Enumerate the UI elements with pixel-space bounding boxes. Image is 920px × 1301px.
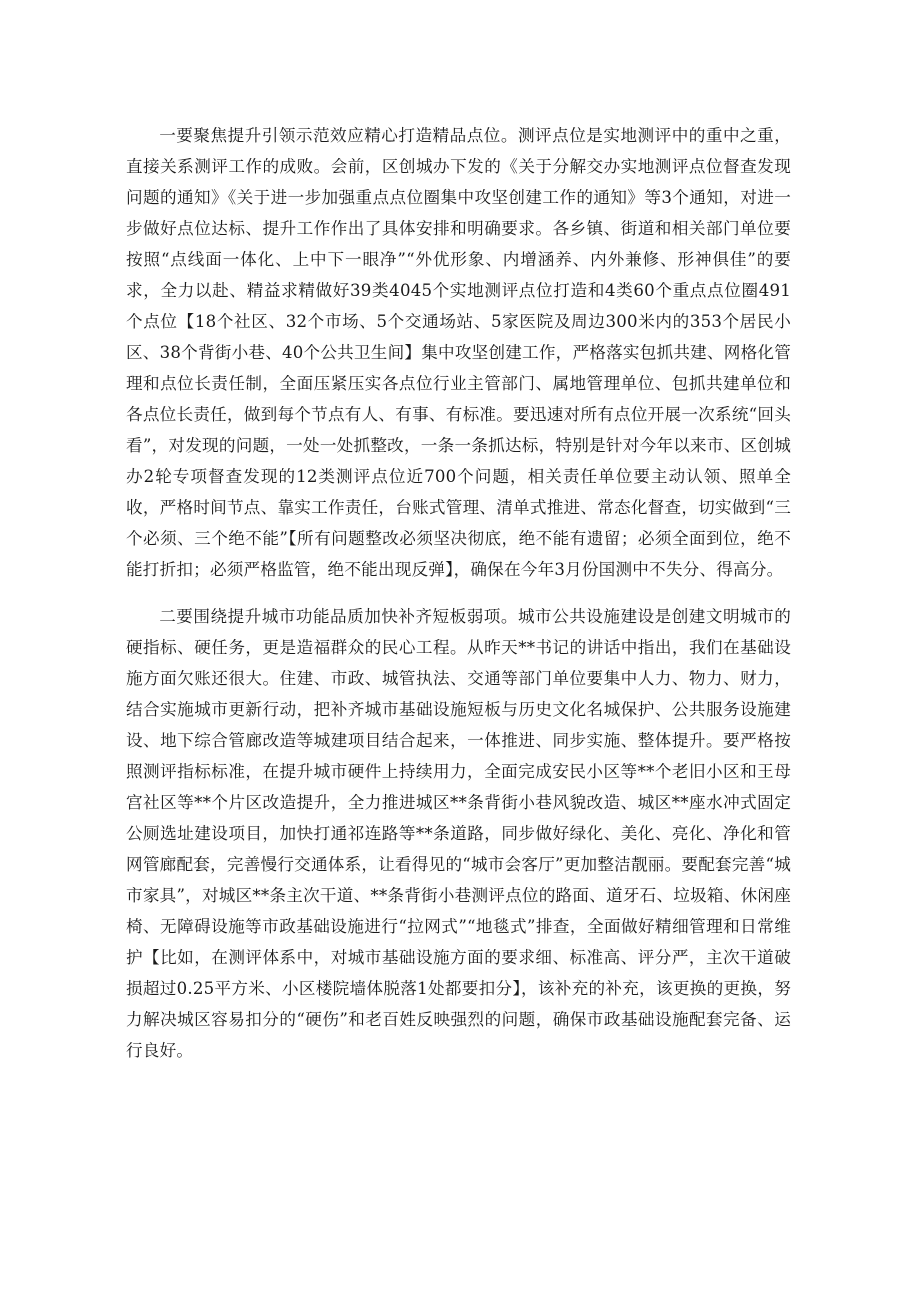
paragraph-2: 二要围绕提升城市功能品质加快补齐短板弱项。城市公共设施建设是创建文明城市的硬指标、硬任务，更是造福群众的民心工程。从昨天**书记的讲话中指出，我们在基础设施方面欠账还很大。住建、市政、城管执法、交通等部门单位要集中人力、物力、财力，结合实施城市更新行动，把补齐城市基础设施短板与历史文化名城保护、公共服务设施建设、地下综合管廊改造等城建项目结合起来，一体推进、同步实施、整体提升。要严格按照测评指标标准，在提升城市硬件上持续用力，全面完成安民小区等**个老旧小区和王母宫社区等**个片区改造提升，全力推进城区**条背街小巷风貌改造、城区**座水冲式固定公厕选址建设项目，加快打通祁连路等**条道路，同步做好绿化、美化、亮化、净化和管网管廊配套，完善慢行交通体系，让看得见的“城市会客厅”更加整洁靓丽。要配套完善“城市家具”，对城区**条主次干道、**条背街小巷测评点位的路面、道牙石、垃圾箱、休闲座椅、无障碍设施等市政基础设施进行“拉网式”“地毯式”排查，全面做好精细管理和日常维护【比如，在测评体系中，对城市基础设施方面的要求细、标准高、评分严，主次干道破损超过0.25平方米、小区楼院墙体脱落1处都要扣分】，该补充的补充，该更换的更换，努力解决城区容易扣分的“硬伤”和老百姓反映强烈的问题，确保市政基础设施配套完备、运行良好。 (126, 607, 791, 1060)
document-body (126, 120, 791, 1082)
paragraph-1: 一要聚焦提升引领示范效应精心打造精品点位。测评点位是实地测评中的重中之重，直接关系测评工作的成败。会前，区创城办下发的《关于分解交办实地测评点位督查发现问题的通知》《关于进一步加强重点点位圈集中攻坚创建工作的通知》等3个通知，对进一步做好点位达标、提升工作作出了具体安排和明确要求。各乡镇、街道和相关部门单位要按照“点线面一体化、上中下一眼净”“外优形象、内增涵养、内外兼修、形神俱佳”的要求，全力以赴、精益求精做好39类4045个实地测评点位打造和4类60个重点点位圈491个点位【18个社区、32个市场、5个交通场站、5家医院及周边300米内的353个居民小区、38个背街小巷、40个公共卫生间】集中攻坚创建工作，严格落实包抓共建、网格化管理和点位长责任制，全面压紧压实各点位行业主管部门、属地管理单位、包抓共建单位和各点位长责任，做到每个节点有人、有事、有标准。要迅速对所有点位开展一次系统“回头看”，对发现的问题，一处一处抓整改，一条一条抓达标，特别是针对今年以来市、区创城办2轮专项督查发现的12类测评点位近700个问题，相关责任单位要主动认领、照单全收，严格时间节点、靠实工作责任，台账式管理、清单式推进、常态化督查，切实做到“三个必须、三个绝不能”【所有问题整改必须坚决彻底，绝不能有遗留；必须全面到位，绝不能打折扣；必须严格监管，绝不能出现反弹】，确保在今年3月份国测中不失分、得高分。 (126, 126, 791, 579)
